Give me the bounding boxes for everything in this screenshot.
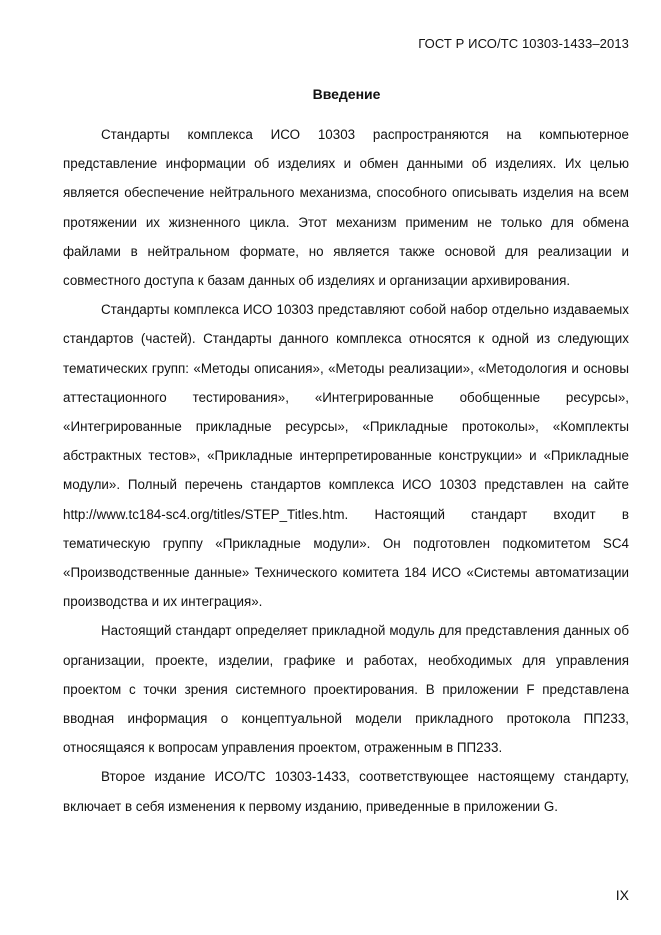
paragraph-series-structure: Стандарты комплекса ИСО 10303 представляют собой набор отдельно издаваемых стандартов (частей). Стандарты данного комплекса относятся к одной из следующих тематических групп: «Методы описания», «Методы реализации», «Методология и основы аттестационного тестирования», «Интегрированные обобщенные ресурсы», «Интегрированные прикладные ресурсы», «Прикладные протоколы», «Комплекты абстрактных тестов», «Прикладные интерпретированные конструкции» и «Прикладные модули». Полный перечень стандартов комплекса ИСО 10303 представлен на сайте http://www.tc184-sc4.org/titles/STEP_Titles.htm. Настоящий стандарт входит в тематическую группу «Прикладные модули». Он подготовлен подкомитетом SC4 «Производственные данные» Технического комитета 184 ИСО «Системы автоматизации производства и их интеграция». <box>63 302 629 610</box>
section-body <box>63 120 629 821</box>
section-title: Введение <box>312 86 381 102</box>
document-header-standard-id: ГОСТ Р ИСО/ТС 10303-1433–2013 <box>418 36 629 51</box>
paragraph-module-purpose: Настоящий стандарт определяет прикладной модуль для представления данных об организации, проекте, изделии, графике и работах, необходимых для управления проектом с точки зрения системного проектирования. В приложении F представлена вводная информация о концептуальной модели прикладного протокола ПП233, относящаяся к вопросам управления проектом, отраженным в ПП233. <box>63 623 629 756</box>
page-number: IX <box>615 887 629 903</box>
paragraph-scope: Стандарты комплекса ИСО 10303 распространяются на компьютерное представление информации об изделиях и обмен данными об изделиях. Их целью является обеспечение нейтрального механизма, способного описывать изделия на всем протяжении их жизненного цикла. Этот механизм применим не только для обмена файлами в нейтральном формате, но является также основой для реализации и совместного доступа к базам данных об изделиях и организации архивирования. <box>63 127 629 289</box>
paragraph-second-edition: Второе издание ИСО/ТС 10303-1433, соответствующее настоящему стандарту, включает в себя изменения к первому изданию, приведенные в приложении G. <box>63 769 629 814</box>
